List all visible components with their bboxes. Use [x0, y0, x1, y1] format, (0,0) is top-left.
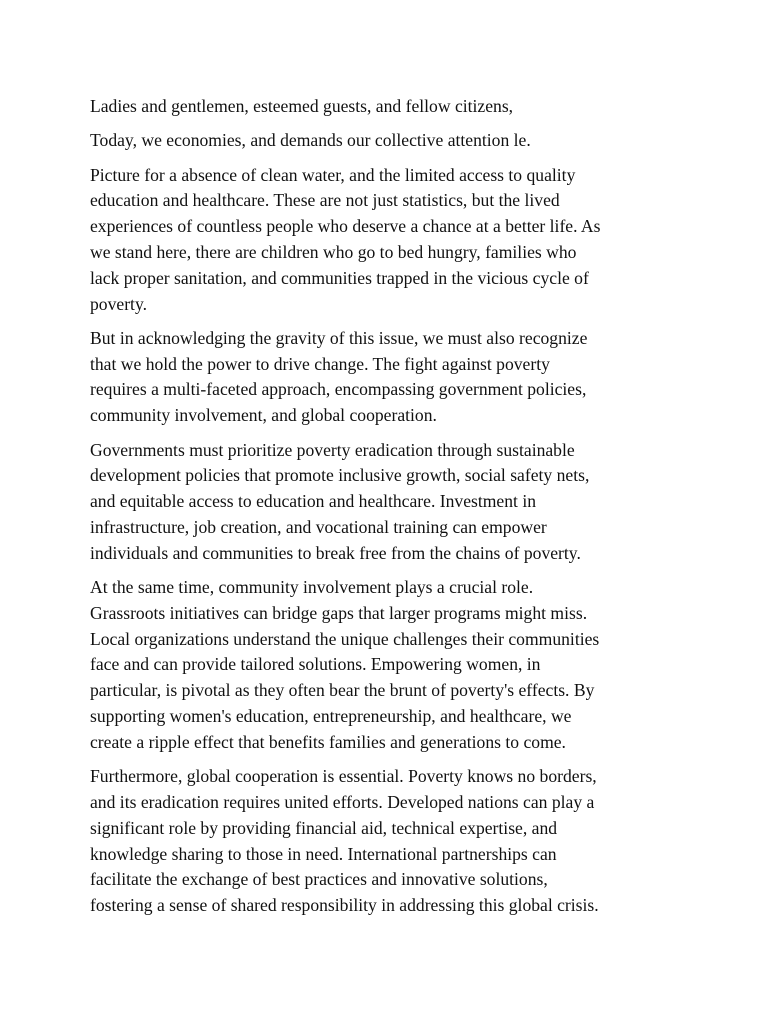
text-line: community involvement, and global cooperation.	[90, 405, 437, 426]
text-line: Local organizations understand the unique challenges their communities	[90, 628, 600, 649]
text-line: and its eradication requires united efforts. Developed nations can play a	[90, 791, 595, 812]
text-line: supporting women's education, entrepreneurship, and healthcare, we	[90, 706, 572, 727]
paragraph-salutation	[90, 94, 682, 120]
text-line: individuals and communities to break free from the chains of poverty.	[90, 542, 581, 563]
text-line: Governments must prioritize poverty eradication through sustainable	[90, 439, 575, 460]
text-line: knowledge sharing to those in need. International partnerships can	[90, 843, 557, 864]
text-line: we stand here, there are children who go to bed hungry, families who	[90, 241, 577, 262]
text-line: Furthermore, global cooperation is essential. Poverty knows no borders,	[90, 766, 597, 787]
text-line: At the same time, community involvement plays a crucial role.	[90, 577, 534, 598]
text-line: infrastructure, job creation, and vocational training can empower	[90, 516, 547, 537]
paragraph-global-cooperation	[90, 764, 682, 919]
paragraph-community	[90, 575, 682, 756]
text-line: experiences of countless people who deserve a chance at a better life. As	[90, 216, 601, 237]
text-line: significant role by providing financial aid, technical expertise, and	[90, 817, 558, 838]
text-line: Picture for a absence of clean water, and the limited access to quality	[90, 164, 576, 185]
text-line: particular, is pivotal as they often bear the brunt of poverty's effects. By	[90, 680, 595, 701]
text-line: fostering a sense of shared responsibility in addressing this global crisis.	[90, 895, 599, 916]
text-line: face and can provide tailored solutions. Empowering women, in	[90, 654, 541, 675]
text-line: education and healthcare. These are not just statistics, but the lived	[90, 190, 560, 211]
text-line: and equitable access to education and healthcare. Investment in	[90, 491, 537, 512]
text-line: poverty.	[90, 293, 147, 314]
paragraph-governments	[90, 438, 682, 567]
text-line: But in acknowledging the gravity of this issue, we must also recognize	[90, 327, 588, 348]
text-line: facilitate the exchange of best practices and innovative solutions,	[90, 869, 548, 890]
text-line: requires a multi-faceted approach, encompassing government policies,	[90, 379, 587, 400]
text-line: Grassroots initiatives can bridge gaps that larger programs might miss.	[90, 602, 588, 623]
text-line: development policies that promote inclusive growth, social safety nets,	[90, 465, 590, 486]
text-line: Ladies and gentlemen, esteemed guests, and fellow citizens,	[90, 96, 514, 116]
text-line: that we hold the power to drive change. The fight against poverty	[90, 353, 550, 374]
paragraph-picture	[90, 163, 682, 318]
text-line: lack proper sanitation, and communities trapped in the vicious cycle of	[90, 267, 589, 288]
paragraph-acknowledging	[90, 326, 682, 429]
paragraph-opening	[90, 128, 682, 154]
document-page	[90, 94, 682, 927]
text-line: create a ripple effect that benefits families and generations to come.	[90, 731, 566, 752]
text-line: Today, we economies, and demands our collective attention le.	[90, 130, 531, 151]
